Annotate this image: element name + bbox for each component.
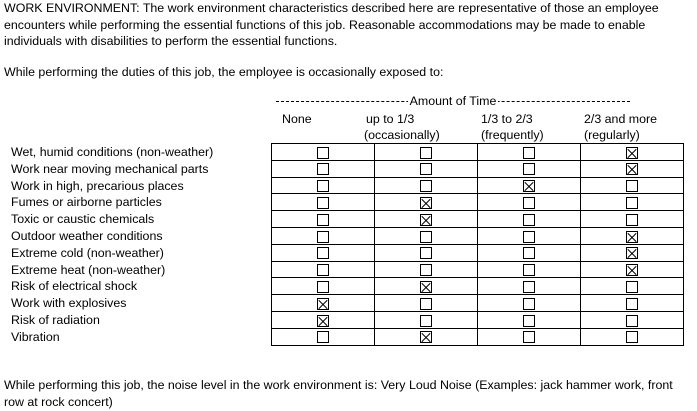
table-row <box>272 211 684 228</box>
table-row <box>272 261 684 278</box>
condition-label: Toxic or caustic chemicals <box>11 212 155 227</box>
checkbox[interactable] <box>523 315 535 327</box>
table-cell <box>272 211 375 228</box>
table-row <box>272 160 684 177</box>
checkbox[interactable] <box>420 247 432 259</box>
condition-label: Risk of radiation <box>11 312 100 327</box>
condition-label: Risk of electrical shock <box>11 279 138 294</box>
checked-checkbox[interactable] <box>626 247 638 259</box>
condition-label: Work near moving mechanical parts <box>11 161 209 176</box>
table-cell <box>478 278 581 295</box>
table-cell <box>581 144 684 161</box>
checkbox[interactable] <box>317 264 329 276</box>
col-header-line1: up to 1/3 <box>366 112 415 126</box>
checkbox[interactable] <box>317 331 329 343</box>
table-cell <box>478 177 581 194</box>
col-header-occasionally <box>364 111 440 143</box>
exposure-table <box>271 143 684 346</box>
col-header-line2: (regularly) <box>584 128 640 142</box>
condition-label: Work with explosives <box>11 296 127 311</box>
checked-checkbox[interactable] <box>420 281 432 293</box>
checkbox[interactable] <box>626 214 638 226</box>
checkbox[interactable] <box>420 264 432 276</box>
table-row <box>272 295 684 312</box>
col-header-line1: 2/3 and more <box>584 112 658 126</box>
checkbox[interactable] <box>420 298 432 310</box>
table-cell <box>581 211 684 228</box>
table-row <box>272 328 684 345</box>
table-cell <box>375 144 478 161</box>
checkbox[interactable] <box>420 180 432 192</box>
table-cell <box>478 211 581 228</box>
condition-label: Fumes or airborne particles <box>11 195 162 210</box>
checkbox[interactable] <box>523 331 535 343</box>
table-cell <box>272 295 375 312</box>
table-cell <box>478 261 581 278</box>
checked-checkbox[interactable] <box>626 147 638 159</box>
checked-checkbox[interactable] <box>626 264 638 276</box>
table-cell <box>375 261 478 278</box>
table-cell <box>581 261 684 278</box>
checkbox[interactable] <box>523 197 535 209</box>
table-cell <box>478 144 581 161</box>
checkbox[interactable] <box>523 214 535 226</box>
condition-label: Outdoor weather conditions <box>11 228 163 243</box>
checked-checkbox[interactable] <box>626 231 638 243</box>
checkbox[interactable] <box>523 231 535 243</box>
table-cell <box>581 328 684 345</box>
table-cell <box>581 160 684 177</box>
table-row <box>272 311 684 328</box>
checkbox[interactable] <box>626 197 638 209</box>
col-header-line2: (frequently) <box>481 128 544 142</box>
table-cell <box>375 160 478 177</box>
table-cell <box>581 295 684 312</box>
table-cell <box>272 194 375 211</box>
table-cell <box>478 311 581 328</box>
checked-checkbox[interactable] <box>523 180 535 192</box>
amount-of-time-header <box>276 94 630 110</box>
checkbox[interactable] <box>317 163 329 175</box>
table-cell <box>375 244 478 261</box>
table-cell <box>478 160 581 177</box>
checkbox[interactable] <box>523 264 535 276</box>
col-header-line1: None <box>282 112 312 126</box>
checkbox[interactable] <box>317 214 329 226</box>
table-cell <box>581 227 684 244</box>
checkbox[interactable] <box>317 147 329 159</box>
col-header-line2: (occasionally) <box>364 128 440 142</box>
checkbox[interactable] <box>420 147 432 159</box>
checkbox[interactable] <box>317 231 329 243</box>
table-cell <box>272 160 375 177</box>
table-cell <box>375 295 478 312</box>
checked-checkbox[interactable] <box>420 331 432 343</box>
table-cell <box>375 328 478 345</box>
table-cell <box>272 244 375 261</box>
checked-checkbox[interactable] <box>317 315 329 327</box>
table-cell <box>478 194 581 211</box>
col-header-regularly <box>584 111 657 143</box>
table-cell <box>272 278 375 295</box>
condition-label: Extreme heat (non-weather) <box>11 262 166 277</box>
amount-of-time-label: Amount of Time <box>409 94 497 108</box>
table-cell <box>478 227 581 244</box>
checked-checkbox[interactable] <box>420 197 432 209</box>
checkbox[interactable] <box>523 298 535 310</box>
checkbox[interactable] <box>523 147 535 159</box>
checkbox[interactable] <box>420 163 432 175</box>
table-cell <box>272 328 375 345</box>
checked-checkbox[interactable] <box>626 163 638 175</box>
checkbox[interactable] <box>626 281 638 293</box>
checkbox[interactable] <box>626 180 638 192</box>
table-row <box>272 244 684 261</box>
checkbox[interactable] <box>420 231 432 243</box>
table-cell <box>375 211 478 228</box>
table-cell <box>478 328 581 345</box>
table-cell <box>478 295 581 312</box>
table-cell <box>581 194 684 211</box>
checkbox[interactable] <box>317 281 329 293</box>
checkbox[interactable] <box>523 281 535 293</box>
table-cell <box>375 177 478 194</box>
checkbox[interactable] <box>626 315 638 327</box>
condition-label: Work in high, precarious places <box>11 178 184 193</box>
table-row <box>272 144 684 161</box>
col-header-none <box>282 111 312 127</box>
condition-label: Vibration <box>11 329 60 344</box>
table-row <box>272 194 684 211</box>
col-header-frequently <box>481 111 544 143</box>
table-cell <box>581 244 684 261</box>
checked-checkbox[interactable] <box>317 298 329 310</box>
table-cell <box>581 311 684 328</box>
condition-label: Wet, humid conditions (non-weather) <box>11 145 214 159</box>
checkbox[interactable] <box>420 315 432 327</box>
checked-checkbox[interactable] <box>420 214 432 226</box>
table-cell <box>375 194 478 211</box>
table-cell <box>272 227 375 244</box>
exposure-intro: While performing the duties of this job, the employee is occasionally exposed to: <box>4 65 444 79</box>
table-cell <box>272 144 375 161</box>
table-cell <box>478 244 581 261</box>
table-cell <box>272 261 375 278</box>
table-cell <box>375 227 478 244</box>
table-cell <box>581 177 684 194</box>
intro-paragraph: WORK ENVIRONMENT: The work environment characteristics described here are representative of those an employee encounters while performing the essential functions of this job. Reasonable accommodations may be made to enable individuals with disabilities to perform the essential functions. <box>4 1 659 48</box>
table-cell <box>272 311 375 328</box>
table-cell <box>375 311 478 328</box>
checkbox[interactable] <box>523 163 535 175</box>
table-row <box>272 177 684 194</box>
checkbox[interactable] <box>626 331 638 343</box>
table-cell <box>375 278 478 295</box>
table-row <box>272 227 684 244</box>
checkbox[interactable] <box>626 298 638 310</box>
noise-paragraph: While performing this job, the noise level in the work environment is: Very Loud Noise (Examples: jack hammer work, front row at rock concert) <box>4 378 673 409</box>
checkbox[interactable] <box>317 197 329 209</box>
table-row <box>272 278 684 295</box>
table-cell <box>272 177 375 194</box>
table-cell <box>581 278 684 295</box>
checkbox[interactable] <box>317 247 329 259</box>
checkbox[interactable] <box>523 247 535 259</box>
col-header-line1: 1/3 to 2/3 <box>481 112 533 126</box>
condition-labels <box>11 144 213 346</box>
condition-label: Extreme cold (non-weather) <box>11 245 164 260</box>
checkbox[interactable] <box>317 180 329 192</box>
